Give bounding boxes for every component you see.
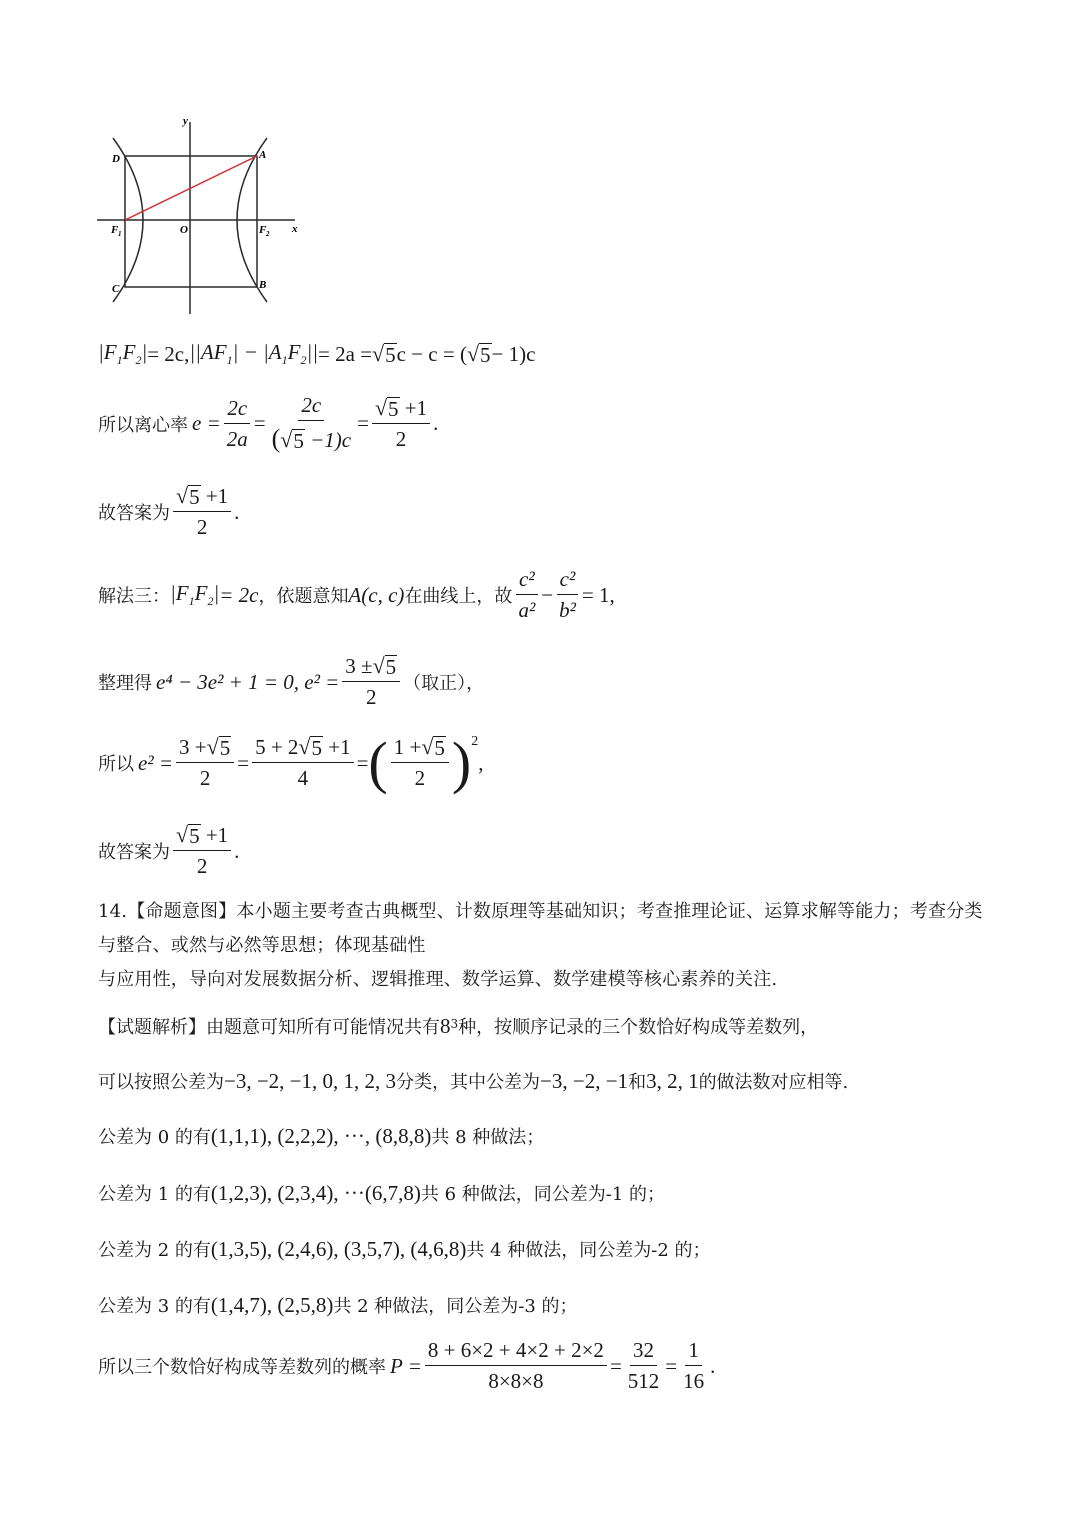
- fraction: √ 5 +1 2: [173, 484, 231, 540]
- q14-diff-3-line: 公差为 3 的有 (1,4,7), (2,5,8) 共 2 种做法，同公差为-3 的；: [98, 1292, 578, 1317]
- fraction: 3 + √ 5 2: [176, 735, 234, 791]
- q14-intro: 14.【命题意图】本小题主要考查古典概型、计数原理等基础知识；考查推理论证、运算求解等能力；考查分类与整合、或然与必然等思想；体现基础性 与应用性，导向对发展数据分析、逻辑推理、数学运算、数学建模等核心素养的关注.: [98, 901, 983, 990]
- fraction: √ 5 +1 2: [173, 823, 231, 879]
- fraction: 3 ± √ 5 2: [342, 654, 400, 710]
- fraction: $\frac{8 + 6\times 2 + 4\times 2 + 2\times 2}{8\times 8\times 8}$: [425, 1338, 607, 1394]
- label-o: O: [180, 224, 188, 236]
- label-b: B: [259, 279, 267, 291]
- organize-line: 整理得 e⁴ − 3e² + 1 = 0, e² = 3 ± √ 5 2 （取正），: [98, 653, 485, 709]
- label-f2: F: [259, 224, 267, 236]
- method-three-line: 解法三： $|F_1F_2|$ = 2c ，依题意知 A(c, c) 在曲线上，故 $\frac{\text{c²}}{\text{a²}}$ − $\frac{\text{c²}}{\text{b²}}$ = 1,: [98, 567, 615, 622]
- label-x: x: [292, 223, 298, 235]
- fraction: $\frac{32}{512}$: [627, 1338, 660, 1393]
- q14-analysis-line-1: 【试题解析】由题意可知所有可能情况共有 8 $^3$ 种，按顺序记录的三个数恰好构成等差数列，: [98, 1013, 819, 1038]
- label-a: A: [259, 149, 267, 161]
- q14-probability-line: 所以三个数恰好构成等差数列的概率 P = $\frac{8 + 6\times 2 + 4\times 2 + 2\times 2}{8\times 8\times 8}$ = $\frac{32}{512}$ = $\frac{1}{16}$ .: [98, 1338, 716, 1393]
- q14-diff-0-line: 公差为 0 的有 (1,1,1), (2,2,2), ···, (8,8,8) 共 8 种做法；: [98, 1123, 545, 1148]
- fraction: 2c ( √ 5 −1)c: [271, 393, 352, 453]
- fraction: $\frac{\text{c²}}{\text{a²}}$: [515, 567, 538, 623]
- q14-diff-1-line: 公差为 1 的有 (1,2,3), (2,3,4), ···(6,7,8) 共 6 种做法，同公差为-1 的；: [98, 1180, 666, 1205]
- q14-analysis-line-2: 可以按照公差为 −3, −2, −1, 0, 1, 2, 3 分类，其中公差为 −3, −2, −1 和 3, 2, 1 的做法数对应相等.: [98, 1068, 849, 1093]
- fraction: 1 + √ 5 2: [391, 735, 449, 791]
- fraction: 5 + 2 √ 5 +1 4: [252, 735, 354, 791]
- answer-line-2: 故答案为 √ 5 +1 2 .: [98, 822, 240, 878]
- label-f1-sub: 1: [118, 230, 122, 238]
- equation-line-1: $|F_1F_2|$ = 2c, $||AF_1| - |A_1F_2||$ = 2a = √ 5 c − c = ( √ 5 − 1)c: [98, 340, 536, 368]
- label-f1: F: [111, 224, 119, 236]
- label-c: C: [112, 283, 120, 295]
- e-squared-line: 所以 e² = 3 + √ 5 2 = 5 + 2 √ 5 +1 4 = ( 1 + √ 5 2 ) 2 ,: [98, 730, 484, 795]
- label-d: D: [112, 153, 120, 165]
- q14-diff-2-line: 公差为 2 的有 (1,3,5), (2,4,6), (3,5,7), (4,6,8) 共 4 种做法，同公差为-2 的；: [98, 1236, 711, 1261]
- fraction: $\frac{2c}{2a}$: [224, 396, 251, 452]
- fraction: $\frac{1}{16}$: [683, 1338, 705, 1393]
- fraction: √ 5 +1 2: [372, 396, 430, 452]
- hyperbola-diagram: [95, 112, 310, 317]
- label-f2-sub: 2: [266, 230, 270, 238]
- label-y: y: [183, 115, 188, 127]
- fraction: $\frac{\text{c²}}{\text{b²}}$: [556, 567, 579, 623]
- answer-line-1: 故答案为 √ 5 +1 2 .: [98, 483, 240, 539]
- eccentricity-line: 所以离心率 e = $\frac{2c}{2a}$ = 2c ( √ 5 −1)c = √ 5 +1 2 .: [98, 393, 439, 453]
